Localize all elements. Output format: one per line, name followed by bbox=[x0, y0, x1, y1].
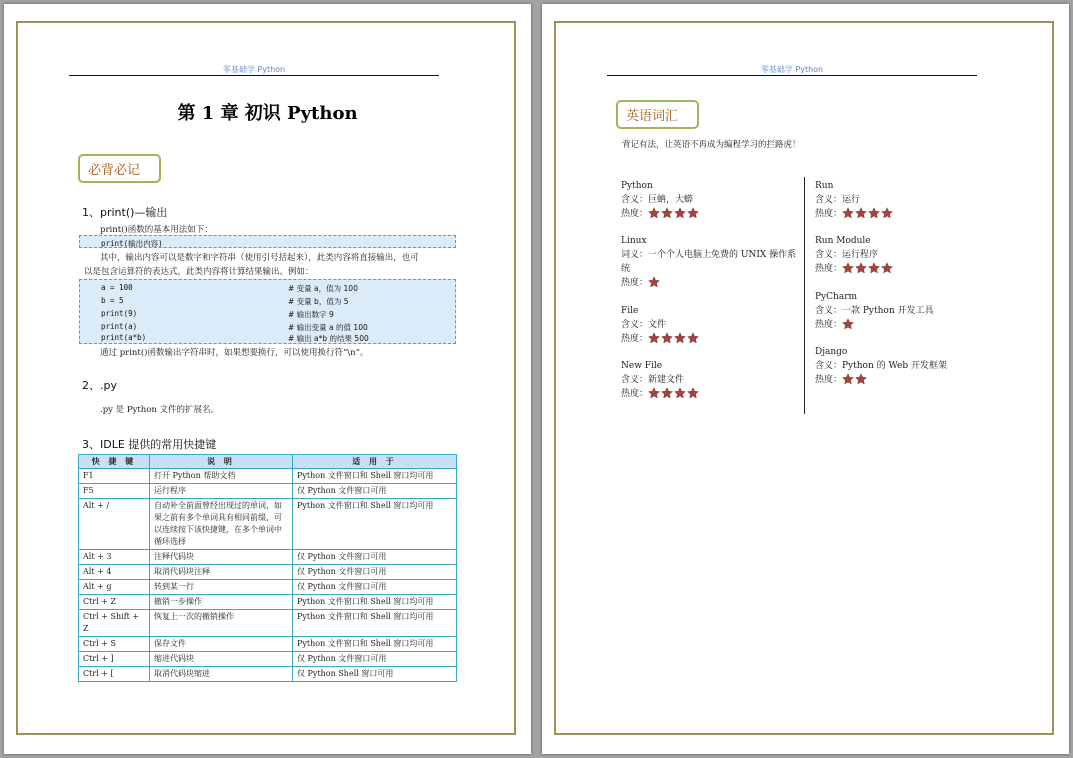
vocab-meaning: 词义：一个个人电脑上免费的 UNIX 操作系统 bbox=[621, 250, 797, 274]
shortcut-key: Ctrl + S bbox=[79, 637, 150, 652]
vocab-entry bbox=[815, 345, 995, 387]
vocab-word: New File bbox=[621, 361, 663, 371]
syntax-code: print(输出内容) bbox=[101, 239, 163, 248]
table-row bbox=[79, 565, 457, 580]
vocab-heat bbox=[621, 332, 801, 346]
star-icon bbox=[648, 276, 660, 288]
table-row bbox=[79, 484, 457, 499]
vocab-word: Python bbox=[621, 181, 653, 191]
code-text: print(a) bbox=[101, 322, 138, 331]
print-paragraph-line2: 以是包含运算符的表达式，此类内容将计算结果输出。例如： bbox=[84, 267, 314, 277]
heat-stars bbox=[842, 262, 893, 274]
vocab-meaning: 含义：运行 bbox=[815, 195, 861, 205]
header-rule bbox=[69, 75, 439, 76]
vocab-entry bbox=[621, 234, 803, 290]
running-header: 零基础学 Python bbox=[760, 65, 824, 74]
shortcut-scope: Python 文件窗口和 Shell 窗口均可用 bbox=[293, 469, 457, 484]
star-icon bbox=[842, 373, 854, 385]
star-icon bbox=[674, 387, 686, 399]
heat-label: 热度： bbox=[621, 389, 649, 399]
code-line bbox=[101, 296, 124, 305]
shortcut-key: Ctrl + Z bbox=[79, 595, 150, 610]
heat-stars bbox=[842, 318, 854, 330]
heat-label: 热度： bbox=[621, 278, 649, 288]
shortcut-key: F1 bbox=[79, 469, 150, 484]
table-row bbox=[79, 610, 457, 637]
table-header-cell: 适 用 于 bbox=[293, 455, 457, 469]
shortcut-scope: 仅 Python 文件窗口可用 bbox=[293, 484, 457, 499]
vocab-word: Django bbox=[815, 347, 848, 357]
vocab-entry bbox=[621, 179, 801, 221]
shortcut-scope: 仅 Python Shell 窗口可用 bbox=[293, 667, 457, 682]
heat-label: 热度： bbox=[621, 209, 649, 219]
callout-must-remember: 必背必记 bbox=[78, 154, 161, 183]
vocab-entry bbox=[815, 290, 995, 332]
table-row bbox=[79, 580, 457, 595]
heat-label: 热度： bbox=[621, 334, 649, 344]
shortcut-description: 恢复上一次的撤销操作 bbox=[150, 610, 293, 637]
column-divider bbox=[804, 177, 805, 414]
vocab-heat bbox=[815, 207, 995, 221]
code-comment: # 输出 a*b 的结果 500 bbox=[288, 334, 369, 343]
heat-label: 热度： bbox=[815, 375, 843, 385]
star-icon bbox=[674, 207, 686, 219]
code-comment: # 输出变量 a 的值 100 bbox=[288, 323, 368, 332]
code-line bbox=[101, 333, 146, 342]
vocab-entry bbox=[621, 359, 801, 401]
code-comment: # 输出数字 9 bbox=[288, 310, 334, 319]
star-icon bbox=[661, 387, 673, 399]
section-heading-shortcuts: 3、IDLE 提供的常用快捷键 bbox=[82, 438, 217, 451]
code-text: b = 5 bbox=[101, 296, 124, 305]
table-header-row bbox=[79, 455, 457, 469]
shortcut-scope: Python 文件窗口和 Shell 窗口均可用 bbox=[293, 499, 457, 550]
print-paragraph-line1: 其中，输出内容可以是数字和字符串（使用引号括起来），此类内容将直接输出，也可 bbox=[100, 253, 419, 263]
code-line bbox=[101, 309, 137, 318]
shortcut-scope: Python 文件窗口和 Shell 窗口均可用 bbox=[293, 610, 457, 637]
code-text: print(9) bbox=[101, 309, 138, 318]
star-icon bbox=[842, 318, 854, 330]
vocab-word: Run Module bbox=[815, 236, 871, 246]
table-row bbox=[79, 652, 457, 667]
heat-label: 热度： bbox=[815, 264, 843, 274]
shortcut-scope: 仅 Python 文件窗口可用 bbox=[293, 565, 457, 580]
star-icon bbox=[881, 262, 893, 274]
vocab-entry bbox=[815, 234, 995, 276]
star-icon bbox=[661, 207, 673, 219]
table-header-cell: 快 捷 键 bbox=[79, 455, 150, 469]
shortcut-scope: Python 文件窗口和 Shell 窗口均可用 bbox=[293, 637, 457, 652]
star-icon bbox=[868, 262, 880, 274]
running-header: 零基础学 Python bbox=[222, 65, 286, 74]
star-icon bbox=[687, 387, 699, 399]
shortcut-description: 注释代码块 bbox=[150, 550, 293, 565]
heat-stars bbox=[648, 207, 699, 219]
shortcut-table bbox=[78, 454, 457, 682]
shortcut-key: Ctrl + ] bbox=[79, 652, 150, 667]
syntax-box bbox=[79, 235, 456, 248]
table-row bbox=[79, 499, 457, 550]
star-icon bbox=[855, 207, 867, 219]
shortcut-scope: 仅 Python 文件窗口可用 bbox=[293, 652, 457, 667]
section-heading-print: 1、print()—输出 bbox=[82, 206, 168, 219]
header-rule bbox=[607, 75, 977, 76]
vocab-entry bbox=[621, 304, 801, 346]
vocab-meaning: 含义：巨蚺，大蟒 bbox=[621, 195, 694, 205]
shortcut-description: 撤销一步操作 bbox=[150, 595, 293, 610]
print-intro: print()函数的基本用法如下： bbox=[100, 225, 213, 235]
code-line bbox=[101, 283, 133, 292]
vocab-heat bbox=[621, 387, 801, 401]
heat-stars bbox=[842, 207, 893, 219]
table-row bbox=[79, 667, 457, 682]
shortcut-description: 打开 Python 帮助文档 bbox=[150, 469, 293, 484]
star-icon bbox=[842, 262, 854, 274]
vocab-heat bbox=[815, 318, 995, 332]
star-icon bbox=[855, 373, 867, 385]
star-icon bbox=[648, 387, 660, 399]
vocab-intro: 背记有法，让英语不再成为编程学习的拦路虎！ bbox=[622, 140, 801, 150]
heat-label: 热度： bbox=[815, 320, 843, 330]
vocab-meaning: 含义：一款 Python 开发工具 bbox=[815, 306, 934, 316]
heat-stars bbox=[648, 332, 699, 344]
vocab-heat bbox=[621, 207, 801, 221]
code-line bbox=[101, 322, 137, 331]
vocab-meaning: 含义：运行程序 bbox=[815, 250, 879, 260]
vocab-meaning: 含义：文件 bbox=[621, 320, 667, 330]
vocab-word: PyCharm bbox=[815, 292, 858, 302]
shortcut-description: 保存文件 bbox=[150, 637, 293, 652]
code-text: print(a*b) bbox=[101, 333, 147, 342]
star-icon bbox=[648, 332, 660, 344]
py-extension-text: .py 是 Python 文件的扩展名。 bbox=[100, 405, 220, 415]
print-newline-note: 通过 print()函数输出字符串时，如果想要换行，可以使用换行符“\n”。 bbox=[100, 348, 369, 358]
shortcut-key: F5 bbox=[79, 484, 150, 499]
code-comment: # 变量 a，值为 100 bbox=[288, 284, 358, 293]
shortcut-scope: 仅 Python 文件窗口可用 bbox=[293, 580, 457, 595]
code-example-box bbox=[79, 279, 456, 344]
right-page bbox=[542, 4, 1069, 754]
vocab-entry bbox=[815, 179, 995, 221]
shortcut-scope: Python 文件窗口和 Shell 窗口均可用 bbox=[293, 595, 457, 610]
shortcut-key: Alt + 4 bbox=[79, 565, 150, 580]
star-icon bbox=[687, 207, 699, 219]
table-row bbox=[79, 469, 457, 484]
shortcut-scope: 仅 Python 文件窗口可用 bbox=[293, 550, 457, 565]
star-icon bbox=[881, 207, 893, 219]
table-header-cell: 说 明 bbox=[150, 455, 293, 469]
callout-english-vocabulary: 英语词汇 bbox=[616, 100, 699, 129]
shortcut-description: 取消代码块注释 bbox=[150, 565, 293, 580]
star-icon bbox=[842, 207, 854, 219]
shortcut-key: Ctrl + [ bbox=[79, 667, 150, 682]
code-comment: # 变量 b，值为 5 bbox=[288, 297, 349, 306]
shortcut-description: 运行程序 bbox=[150, 484, 293, 499]
heat-stars bbox=[648, 387, 699, 399]
shortcut-key: Alt + g bbox=[79, 580, 150, 595]
shortcut-description: 缩进代码块 bbox=[150, 652, 293, 667]
star-icon bbox=[687, 332, 699, 344]
left-page bbox=[4, 4, 531, 754]
vocab-heat bbox=[815, 373, 995, 387]
code-text: a = 100 bbox=[101, 283, 133, 292]
star-icon bbox=[674, 332, 686, 344]
vocab-heat bbox=[621, 276, 803, 290]
shortcut-description: 取消代码块缩进 bbox=[150, 667, 293, 682]
shortcut-key: Alt + 3 bbox=[79, 550, 150, 565]
vocab-word: File bbox=[621, 306, 639, 316]
vocab-heat bbox=[815, 262, 995, 276]
table-row bbox=[79, 595, 457, 610]
star-icon bbox=[868, 207, 880, 219]
star-icon bbox=[661, 332, 673, 344]
chapter-title: 第 1 章 初识 Python bbox=[177, 103, 358, 124]
section-heading-py: 2、.py bbox=[82, 379, 117, 392]
shortcut-description: 转到某一行 bbox=[150, 580, 293, 595]
shortcut-description: 自动补全前面曾经出现过的单词，如果之前有多个单词具有相同前缀，可以连续按下该快捷键，在多个单词中循环选择 bbox=[150, 499, 293, 550]
vocab-meaning: 含义：Python 的 Web 开发框架 bbox=[815, 361, 947, 371]
vocab-word: Linux bbox=[621, 236, 647, 246]
star-icon bbox=[648, 207, 660, 219]
heat-stars bbox=[648, 276, 660, 288]
table-row bbox=[79, 550, 457, 565]
shortcut-key: Ctrl + Shift + Z bbox=[79, 610, 150, 637]
vocab-meaning: 含义：新建文件 bbox=[621, 375, 685, 385]
vocab-word: Run bbox=[815, 181, 834, 191]
star-icon bbox=[855, 262, 867, 274]
heat-label: 热度： bbox=[815, 209, 843, 219]
table-row bbox=[79, 637, 457, 652]
shortcut-key: Alt + / bbox=[79, 499, 150, 550]
heat-stars bbox=[842, 373, 867, 385]
